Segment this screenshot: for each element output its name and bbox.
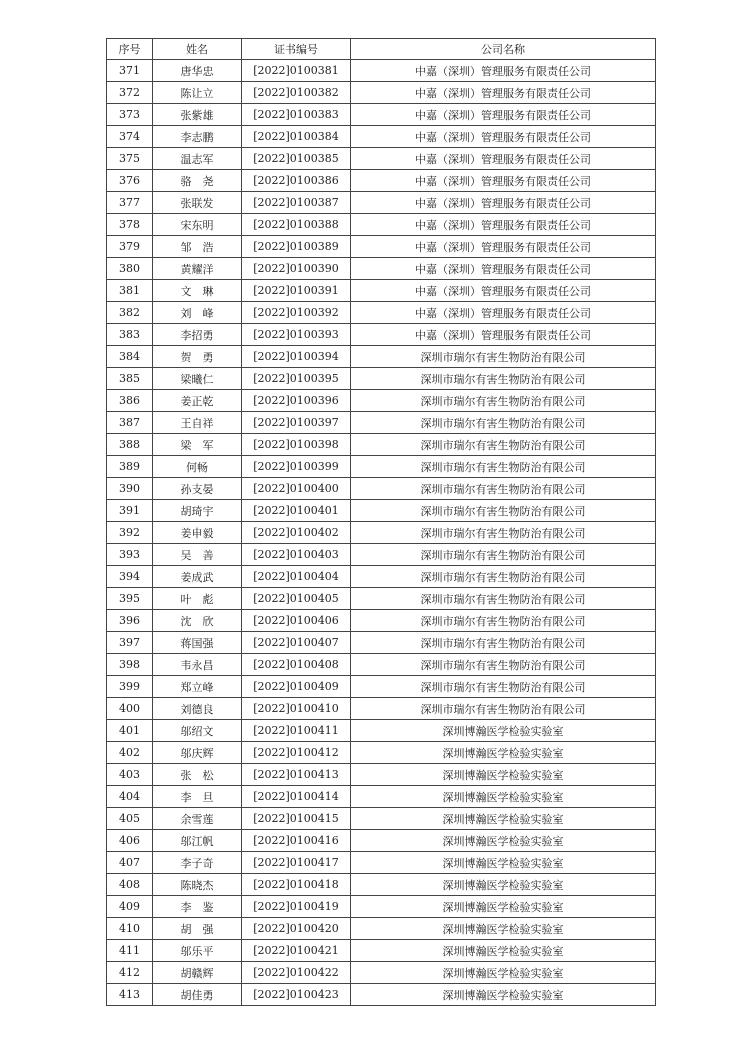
cell-seq: 373 [107,104,153,126]
table-row [107,632,656,654]
table-row [107,170,656,192]
cell-name: 梁 军 [153,434,242,456]
cell-cert-no: [2022]0100405 [242,588,351,610]
table-row [107,148,656,170]
table-body [107,60,656,1006]
cell-name: 陈晓杰 [153,874,242,896]
cell-name: 胡佳勇 [153,984,242,1006]
cell-cert-no: [2022]0100408 [242,654,351,676]
cell-seq: 393 [107,544,153,566]
cell-cert-no: [2022]0100412 [242,742,351,764]
cell-cert-no: [2022]0100422 [242,962,351,984]
cell-seq: 405 [107,808,153,830]
cell-name: 李招勇 [153,324,242,346]
cell-cert-no: [2022]0100386 [242,170,351,192]
table-row [107,984,656,1006]
table-row [107,918,656,940]
cell-company: 深圳市瑞尔有害生物防治有限公司 [351,544,656,566]
cell-cert-no: [2022]0100407 [242,632,351,654]
cell-name: 邹 浩 [153,236,242,258]
cell-company: 深圳市瑞尔有害生物防治有限公司 [351,698,656,720]
cell-name: 张紫雄 [153,104,242,126]
cell-seq: 380 [107,258,153,280]
table-row [107,390,656,412]
cell-seq: 413 [107,984,153,1006]
cell-company: 深圳博瀚医学检验实验室 [351,984,656,1006]
table-row [107,522,656,544]
cell-seq: 388 [107,434,153,456]
cell-cert-no: [2022]0100404 [242,566,351,588]
cell-seq: 379 [107,236,153,258]
cell-seq: 392 [107,522,153,544]
table-row [107,104,656,126]
table-row [107,940,656,962]
cell-name: 何畅 [153,456,242,478]
cell-seq: 401 [107,720,153,742]
table-row [107,346,656,368]
cell-company: 深圳博瀚医学检验实验室 [351,896,656,918]
cell-seq: 385 [107,368,153,390]
table-row [107,896,656,918]
table-header [107,39,656,60]
cell-seq: 409 [107,896,153,918]
cell-cert-no: [2022]0100396 [242,390,351,412]
cell-cert-no: [2022]0100392 [242,302,351,324]
cell-company: 中嘉（深圳）管理服务有限责任公司 [351,324,656,346]
cell-company: 中嘉（深圳）管理服务有限责任公司 [351,60,656,82]
table-row [107,786,656,808]
table-row [107,412,656,434]
cell-cert-no: [2022]0100398 [242,434,351,456]
cell-name: 邬江帆 [153,830,242,852]
cell-cert-no: [2022]0100399 [242,456,351,478]
table-row [107,962,656,984]
cell-cert-no: [2022]0100418 [242,874,351,896]
cell-company: 深圳博瀚医学检验实验室 [351,918,656,940]
cell-seq: 410 [107,918,153,940]
cell-cert-no: [2022]0100421 [242,940,351,962]
cell-name: 胡 强 [153,918,242,940]
cell-seq: 381 [107,280,153,302]
cell-seq: 411 [107,940,153,962]
cell-company: 深圳市瑞尔有害生物防治有限公司 [351,434,656,456]
cell-company: 深圳博瀚医学检验实验室 [351,720,656,742]
cell-seq: 406 [107,830,153,852]
cell-cert-no: [2022]0100401 [242,500,351,522]
cell-name: 宋东明 [153,214,242,236]
cell-cert-no: [2022]0100417 [242,852,351,874]
cell-company: 深圳博瀚医学检验实验室 [351,830,656,852]
cell-cert-no: [2022]0100423 [242,984,351,1006]
cell-name: 黄耀洋 [153,258,242,280]
cell-name: 梁曦仁 [153,368,242,390]
cell-cert-no: [2022]0100389 [242,236,351,258]
cell-company: 深圳博瀚医学检验实验室 [351,808,656,830]
cell-seq: 382 [107,302,153,324]
cell-name: 李 旦 [153,786,242,808]
cell-cert-no: [2022]0100382 [242,82,351,104]
cell-cert-no: [2022]0100384 [242,126,351,148]
cell-company: 深圳博瀚医学检验实验室 [351,764,656,786]
cell-name: 郑立峰 [153,676,242,698]
cell-name: 姜申毅 [153,522,242,544]
cell-company: 深圳博瀚医学检验实验室 [351,940,656,962]
cell-name: 邬绍文 [153,720,242,742]
cell-seq: 404 [107,786,153,808]
table-row [107,192,656,214]
cell-company: 深圳市瑞尔有害生物防治有限公司 [351,676,656,698]
cell-name: 唐华忠 [153,60,242,82]
cell-cert-no: [2022]0100415 [242,808,351,830]
table-row [107,236,656,258]
cell-name: 温志军 [153,148,242,170]
cell-name: 李子奇 [153,852,242,874]
cell-company: 深圳市瑞尔有害生物防治有限公司 [351,654,656,676]
cell-name: 孙支晏 [153,478,242,500]
cell-name: 叶 彪 [153,588,242,610]
table-row [107,676,656,698]
cell-seq: 375 [107,148,153,170]
cell-seq: 390 [107,478,153,500]
cell-name: 张联发 [153,192,242,214]
table-row [107,82,656,104]
cell-name: 骆 尧 [153,170,242,192]
cell-seq: 384 [107,346,153,368]
cell-seq: 398 [107,654,153,676]
table-row [107,368,656,390]
cell-cert-no: [2022]0100385 [242,148,351,170]
cell-seq: 395 [107,588,153,610]
cell-seq: 397 [107,632,153,654]
table-row [107,302,656,324]
cell-seq: 407 [107,852,153,874]
cell-company: 中嘉（深圳）管理服务有限责任公司 [351,236,656,258]
cell-seq: 400 [107,698,153,720]
cell-name: 吴 善 [153,544,242,566]
cell-seq: 374 [107,126,153,148]
cell-cert-no: [2022]0100393 [242,324,351,346]
cell-seq: 371 [107,60,153,82]
cell-company: 深圳市瑞尔有害生物防治有限公司 [351,566,656,588]
cell-company: 深圳市瑞尔有害生物防治有限公司 [351,522,656,544]
table-row [107,698,656,720]
cell-company: 深圳博瀚医学检验实验室 [351,962,656,984]
cell-cert-no: [2022]0100419 [242,896,351,918]
cell-seq: 387 [107,412,153,434]
cell-company: 中嘉（深圳）管理服务有限责任公司 [351,280,656,302]
cell-cert-no: [2022]0100411 [242,720,351,742]
table-row [107,874,656,896]
cell-cert-no: [2022]0100383 [242,104,351,126]
cell-company: 深圳市瑞尔有害生物防治有限公司 [351,456,656,478]
header-name: 姓名 [153,39,242,60]
cell-seq: 391 [107,500,153,522]
table-row [107,126,656,148]
table-row [107,500,656,522]
certificate-table [106,38,656,1006]
cell-cert-no: [2022]0100416 [242,830,351,852]
cell-cert-no: [2022]0100409 [242,676,351,698]
cell-company: 深圳市瑞尔有害生物防治有限公司 [351,478,656,500]
cell-company: 中嘉（深圳）管理服务有限责任公司 [351,302,656,324]
cell-seq: 394 [107,566,153,588]
cell-cert-no: [2022]0100406 [242,610,351,632]
cell-company: 中嘉（深圳）管理服务有限责任公司 [351,258,656,280]
table-row [107,214,656,236]
cell-company: 中嘉（深圳）管理服务有限责任公司 [351,126,656,148]
cell-seq: 378 [107,214,153,236]
cell-seq: 372 [107,82,153,104]
cell-name: 王自祥 [153,412,242,434]
table-row [107,764,656,786]
cell-name: 陈让立 [153,82,242,104]
cell-name: 姜成武 [153,566,242,588]
cell-cert-no: [2022]0100391 [242,280,351,302]
table-row [107,588,656,610]
table-row [107,258,656,280]
cell-name: 韦永昌 [153,654,242,676]
cell-cert-no: [2022]0100390 [242,258,351,280]
cell-seq: 408 [107,874,153,896]
cell-cert-no: [2022]0100387 [242,192,351,214]
cell-name: 姜正乾 [153,390,242,412]
table-row [107,720,656,742]
cell-name: 张 松 [153,764,242,786]
cell-name: 邬乐平 [153,940,242,962]
cell-seq: 399 [107,676,153,698]
cell-name: 蒋国强 [153,632,242,654]
cell-company: 深圳市瑞尔有害生物防治有限公司 [351,632,656,654]
cell-name: 刘 峰 [153,302,242,324]
cell-cert-no: [2022]0100413 [242,764,351,786]
header-row [107,39,656,60]
cell-cert-no: [2022]0100414 [242,786,351,808]
cell-cert-no: [2022]0100400 [242,478,351,500]
header-company: 公司名称 [351,39,656,60]
cell-cert-no: [2022]0100381 [242,60,351,82]
cell-name: 余雪莲 [153,808,242,830]
cell-seq: 396 [107,610,153,632]
table-row [107,324,656,346]
cell-name: 刘德良 [153,698,242,720]
cell-company: 中嘉（深圳）管理服务有限责任公司 [351,170,656,192]
cell-cert-no: [2022]0100395 [242,368,351,390]
cell-company: 中嘉（深圳）管理服务有限责任公司 [351,148,656,170]
cell-name: 文 琳 [153,280,242,302]
cell-company: 深圳博瀚医学检验实验室 [351,852,656,874]
cell-seq: 383 [107,324,153,346]
cell-cert-no: [2022]0100403 [242,544,351,566]
cell-name: 胡琦宇 [153,500,242,522]
table-row [107,280,656,302]
cell-company: 中嘉（深圳）管理服务有限责任公司 [351,104,656,126]
table-row [107,566,656,588]
cell-cert-no: [2022]0100388 [242,214,351,236]
cell-company: 中嘉（深圳）管理服务有限责任公司 [351,214,656,236]
cell-company: 深圳市瑞尔有害生物防治有限公司 [351,390,656,412]
cell-company: 深圳博瀚医学检验实验室 [351,874,656,896]
cell-seq: 403 [107,764,153,786]
table-row [107,742,656,764]
cell-name: 沈 欣 [153,610,242,632]
cell-cert-no: [2022]0100402 [242,522,351,544]
cell-company: 深圳市瑞尔有害生物防治有限公司 [351,610,656,632]
table-row [107,610,656,632]
cell-cert-no: [2022]0100397 [242,412,351,434]
cell-cert-no: [2022]0100410 [242,698,351,720]
cell-company: 深圳市瑞尔有害生物防治有限公司 [351,500,656,522]
cell-company: 深圳市瑞尔有害生物防治有限公司 [351,588,656,610]
cell-seq: 386 [107,390,153,412]
header-seq: 序号 [107,39,153,60]
cell-company: 深圳市瑞尔有害生物防治有限公司 [351,346,656,368]
table-row [107,852,656,874]
cell-name: 李志鹏 [153,126,242,148]
cell-company: 中嘉（深圳）管理服务有限责任公司 [351,192,656,214]
cell-seq: 377 [107,192,153,214]
cell-cert-no: [2022]0100394 [242,346,351,368]
table-row [107,830,656,852]
cell-company: 深圳市瑞尔有害生物防治有限公司 [351,368,656,390]
header-cert-no: 证书编号 [242,39,351,60]
cell-name: 李 鉴 [153,896,242,918]
table-row [107,456,656,478]
cell-name: 贺 勇 [153,346,242,368]
cell-seq: 412 [107,962,153,984]
table-row [107,478,656,500]
cell-seq: 376 [107,170,153,192]
cell-company: 深圳市瑞尔有害生物防治有限公司 [351,412,656,434]
table-row [107,60,656,82]
table-row [107,808,656,830]
cell-cert-no: [2022]0100420 [242,918,351,940]
cell-name: 胡赣辉 [153,962,242,984]
table-row [107,654,656,676]
cell-company: 深圳博瀚医学检验实验室 [351,786,656,808]
cell-name: 邬庆辉 [153,742,242,764]
table-row [107,434,656,456]
cell-seq: 389 [107,456,153,478]
cell-seq: 402 [107,742,153,764]
cell-company: 中嘉（深圳）管理服务有限责任公司 [351,82,656,104]
cell-company: 深圳博瀚医学检验实验室 [351,742,656,764]
table-row [107,544,656,566]
